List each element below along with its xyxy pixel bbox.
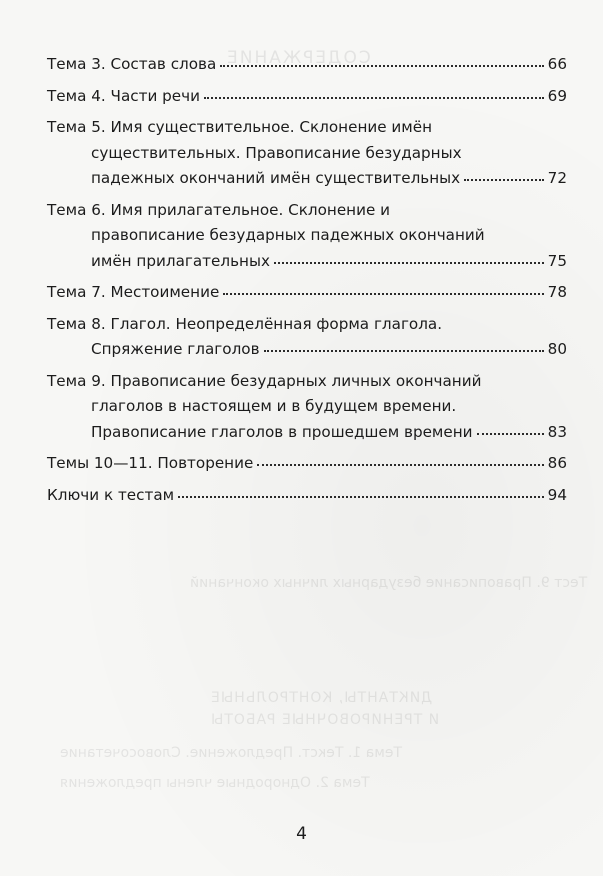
leader-dots [220,65,543,67]
toc-entry-title: Ключи к тестам [47,485,175,504]
toc-entry-title: Темы 10—11. Повторение [47,454,254,472]
toc-entry-title-continued: существительных. Правописание безударных [91,143,462,162]
toc-entry[interactable] [47,280,567,306]
page-number: 4 [296,824,307,844]
toc-entry[interactable] [47,115,567,192]
toc-entry[interactable] [47,369,567,446]
toc-entry[interactable] [47,52,567,78]
toc-page-number: 86 [547,454,567,472]
toc-entry-title: Тема 8. Глагол. Неопределённая форма глагола. [47,314,443,333]
toc-entry-title-continued: глаголов в настоящем и в будущем времени. [91,397,457,415]
toc-entry[interactable] [47,84,567,110]
leader-dots [464,179,544,181]
toc-page-number: 78 [547,283,567,301]
toc-page-number: 66 [547,55,567,73]
leader-dots [257,464,543,466]
leader-dots [204,97,544,99]
toc-entry-title-continued: правописание безударных падежных окончаний [91,226,485,244]
toc-entry-title: Тема 4. Части речи [47,86,200,105]
leader-dots [223,293,543,295]
bleed-through-decoration: И ТРЕНИРОВОЧНЫЕ РАБОТЫ [210,712,440,728]
toc-entry[interactable] [47,451,567,477]
toc-entry[interactable] [47,483,567,509]
table-of-contents [47,52,567,514]
toc-page-number: 83 [547,422,567,441]
bleed-through-decoration: Тема 2. Однородные члены предложения [60,775,370,791]
leader-dots [274,262,544,264]
toc-entry-title-continued: имён прилагательных [91,251,270,270]
toc-page-number: 69 [547,86,567,105]
toc-entry-title: Тема 3. Состав слова [47,55,217,73]
toc-entry-title: Тема 9. Правописание безударных личных окончаний [47,371,482,390]
bleed-through-decoration: СОДЕРЖАНИЕ [225,48,371,68]
toc-page-number: 72 [547,169,567,187]
toc-entry-title: Тема 6. Имя прилагательное. Склонение и [47,200,391,219]
bleed-through-decoration: Тест 9. Правописание безударных личных окончаний [190,575,588,591]
toc-page-number: 75 [547,251,567,270]
toc-entry-title: Тема 7. Местоимение [47,283,220,301]
toc-entry[interactable] [47,312,567,363]
leader-dots [477,433,544,435]
toc-entry-title-continued: Правописание глаголов в прошедшем времени [91,422,473,441]
bleed-through-decoration: ДИКТАНТЫ, КОНТРОЛЬНЫЕ [210,690,433,706]
toc-entry-title-continued: падежных окончаний имён существительных [91,169,461,187]
toc-entry-title: Тема 5. Имя существительное. Склонение имён [47,118,433,136]
toc-entry[interactable] [47,198,567,275]
toc-page-number: 94 [547,485,567,504]
toc-page-number: 80 [547,340,567,358]
toc-entry-title-continued: Спряжение глаголов [91,340,260,358]
leader-dots [178,496,544,498]
bleed-through-decoration: Тема 1. Текст. Предложение. Словосочетание [60,745,403,761]
leader-dots [264,350,544,352]
